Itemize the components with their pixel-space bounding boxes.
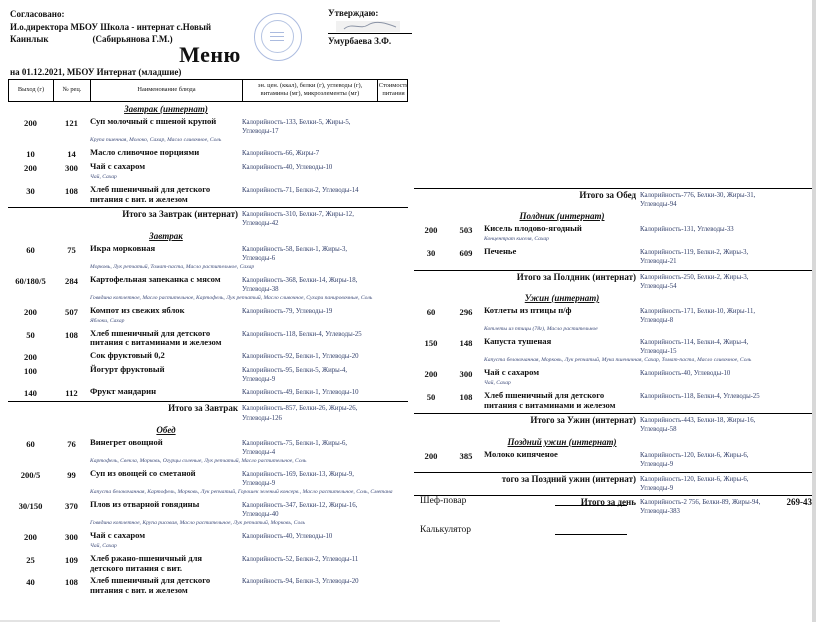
- dish-recipe-no: 370: [65, 501, 78, 512]
- dish-name: Чай с сахаром: [90, 161, 146, 172]
- dish-portion: 200: [24, 532, 37, 543]
- section-title: Ужин (интернат): [524, 292, 600, 303]
- dish-ingredients: Морковь, Лук репчатый, Томат-паста, Масло растительное, Сахар: [90, 263, 255, 270]
- section-title: Поздний ужин (интернат): [507, 436, 617, 447]
- total-nutrition: Калорийность-2 756, Белки-89, Жиры-94, Углеводы-383: [640, 499, 761, 516]
- total-cost: [774, 272, 812, 291]
- dish-name: Икра морковная: [90, 242, 156, 253]
- dish-recipe-no: 507: [65, 306, 78, 317]
- dish-cost: [377, 554, 408, 573]
- dish-nutrition: Калорийность-347, Белки-12, Жиры-16, Углеводы-40: [242, 502, 358, 519]
- dish-ingredients: Чай, Сахар: [484, 380, 511, 387]
- dish-nutrition: Калорийность-119, Белки-2, Жиры-3, Углеводы-21: [640, 249, 749, 266]
- table-header-name: Наименование блюда: [91, 80, 243, 101]
- total-row: [414, 413, 812, 434]
- page-title: Меню: [179, 42, 241, 67]
- total-label: того за Поздний ужин (интернат): [501, 473, 636, 484]
- dish-portion: 50: [426, 392, 436, 403]
- dish-portion: 200: [24, 163, 37, 174]
- dish-recipe-no: 108: [65, 329, 78, 340]
- dish-nutrition: Калорийность-71, Белки-2, Углеводы-14: [242, 187, 359, 194]
- dish-portion: 150: [424, 338, 438, 349]
- dish-row: [8, 500, 408, 528]
- dish-recipe-no: 503: [459, 225, 473, 236]
- dish-cost: [377, 329, 408, 348]
- calculator-signature-line: [555, 522, 627, 535]
- dish-recipe-no: 108: [65, 577, 78, 588]
- dish-name: Печенье: [484, 246, 517, 257]
- dish-ingredients: Чай, Сахар: [90, 543, 117, 550]
- dish-ingredients: Яблоки, Сахар: [90, 317, 125, 324]
- dish-ingredients: Говядина котлетное, Крупа рисовая, Масло растительное, Лук репчатый, Морковь, Соль: [90, 520, 306, 527]
- dish-row: [414, 247, 812, 266]
- dish-recipe-no: 300: [65, 163, 78, 174]
- dish-name: Йогурт фруктовый: [90, 364, 165, 375]
- dish-recipe-no: 121: [65, 118, 78, 128]
- dish-recipe-no: 300: [459, 369, 473, 380]
- dish-nutrition: Калорийность-368, Белки-14, Жиры-18, Углеводы-38: [242, 276, 358, 293]
- dish-recipe-no: 109: [65, 555, 78, 566]
- agreed-village: Каинлык: [10, 34, 49, 45]
- dish-nutrition: Калорийность-131, Углеводы-33: [640, 226, 734, 234]
- dish-nutrition: Калорийность-40, Углеводы-10: [242, 164, 333, 172]
- dish-ingredients: Котлеты из птицы (78г), Масло растительное: [484, 326, 598, 333]
- total-label: Итого за Обед: [579, 190, 636, 200]
- dish-row: [8, 531, 408, 551]
- dish-row: [414, 224, 812, 244]
- dish-portion: 60: [26, 438, 35, 449]
- dish-recipe-no: 148: [459, 338, 473, 349]
- dish-row: [8, 576, 408, 595]
- dish-row: [8, 554, 408, 573]
- dish-recipe-no: 296: [459, 306, 473, 317]
- dish-name: Плов из отварной говядины: [90, 499, 200, 510]
- dish-cost: [377, 387, 408, 398]
- dish-portion: 140: [24, 388, 37, 399]
- dish-portion: 200: [24, 352, 37, 363]
- dish-name: Суп из овощей со сметаной: [90, 467, 196, 478]
- dish-nutrition: Калорийность-94, Белки-3, Углеводы-20: [242, 578, 359, 586]
- dish-recipe-no: 108: [459, 392, 473, 403]
- dish-portion: 200: [424, 369, 438, 380]
- dish-ingredients: Капуста белокочанная, Морковь, Лук репчатый, Мука пшеничная, Сахар, Томат-паста, Масло сливочное, Соль: [484, 357, 752, 364]
- total-cost: [774, 474, 812, 493]
- total-label: Итого за Полдник (интернат): [516, 271, 636, 282]
- chef-signature-line: [555, 493, 627, 506]
- scan-edge-right: [812, 0, 816, 622]
- dish-portion: 200/5: [20, 469, 41, 480]
- approved-name: Умурбаева З.Ф.: [328, 36, 392, 46]
- total-row: [414, 188, 812, 209]
- signature-footer: [420, 486, 740, 544]
- dish-ingredients: Крупа пшенная, Молоко, Сахар, Масло сливочное, Соль: [90, 137, 222, 144]
- dish-portion: 60: [426, 306, 436, 317]
- dish-name: Масло сливочное порциями: [90, 147, 200, 158]
- dish-nutrition: Калорийность-118, Белки-4, Углеводы-25: [242, 330, 362, 338]
- dish-recipe-no: 385: [459, 450, 473, 461]
- dish-portion: 10: [26, 149, 35, 160]
- dish-portion: 200: [24, 118, 37, 128]
- dish-portion: 100: [24, 366, 37, 377]
- total-cost: 269-43: [786, 497, 812, 508]
- dish-recipe-no: 99: [67, 469, 76, 480]
- dish-name: Суп молочный с пшеной крупой: [90, 116, 217, 126]
- dish-recipe-no: 609: [459, 248, 473, 259]
- dish-name: Кисель плодово-ягодный: [484, 223, 582, 234]
- dish-cost: [377, 469, 408, 488]
- dish-row: [8, 244, 408, 272]
- total-row: [8, 401, 408, 422]
- chef-label: Шеф-повар: [420, 496, 467, 506]
- dish-cost: [774, 450, 812, 469]
- dish-name: Чай с сахаром: [484, 367, 540, 378]
- dish-recipe-no: 112: [65, 388, 78, 399]
- total-cost: [774, 415, 812, 434]
- dish-name: Компот из свежих яблок: [90, 304, 185, 315]
- dish-name: Хлеб пшеничный для детского питания с вит. и железом: [90, 184, 211, 204]
- total-cost: [774, 190, 812, 209]
- dish-cost: [377, 500, 408, 519]
- dish-name: Хлеб ржано-пшеничный для детского питания с вит.: [90, 553, 203, 573]
- total-row: [8, 207, 408, 228]
- total-label: Итого за день: [580, 497, 636, 508]
- dish-portion: 25: [26, 555, 35, 566]
- dish-nutrition: Калорийность-118, Белки-4, Углеводы-25: [640, 393, 760, 401]
- dish-ingredients: Чай, Сахар: [90, 174, 117, 181]
- dish-portion: 30/150: [18, 501, 43, 512]
- menu-date-subtitle: на 01.12.2021, МБОУ Интернат (младшие): [10, 67, 182, 77]
- dish-row: [8, 351, 408, 362]
- total-nutrition: Калорийность-443, Белки-18, Жиры-16, Углеводы-58: [640, 417, 756, 434]
- dish-portion: 200: [424, 450, 438, 461]
- dish-name: Хлеб пшеничный для детского питания с витаминами и железом: [90, 327, 222, 348]
- dish-cost: [774, 224, 812, 235]
- dish-portion: 60: [26, 244, 35, 255]
- dish-cost: [774, 368, 812, 379]
- calculator-label: Калькулятор: [420, 525, 472, 535]
- dish-row: [8, 275, 408, 303]
- dish-name: Хлеб пшеничный для детского питания с вит. и железом: [90, 575, 211, 595]
- dish-row: [414, 368, 812, 388]
- dish-nutrition: Калорийность-58, Белки-1, Жиры-3, Углеводы-6: [242, 245, 348, 262]
- section-title: Завтрак (интернат): [124, 104, 208, 114]
- section-title: Завтрак: [149, 230, 183, 241]
- dish-portion: 50: [26, 329, 35, 340]
- dish-recipe-no: [53, 365, 90, 384]
- dish-cost: [774, 337, 812, 356]
- dish-cost: [774, 247, 812, 266]
- dish-cost: [774, 306, 812, 325]
- dish-nutrition: Калорийность-79, Углеводы-19: [242, 307, 333, 315]
- total-row: [414, 270, 812, 291]
- total-nutrition: Калорийность-250, Белки-2, Жиры-3, Углеводы-54: [640, 273, 749, 290]
- table-header-cost: Стоимость питания: [378, 82, 409, 98]
- dish-recipe-no: 76: [67, 438, 76, 449]
- dish-nutrition: Калорийность-52, Белки-2, Углеводы-11: [242, 556, 359, 564]
- dish-name: Котлеты из птицы п/ф: [484, 304, 572, 315]
- section-title: Полдник (интернат): [519, 211, 605, 222]
- dish-recipe-no: [53, 351, 90, 362]
- chef-signature-row: [420, 486, 740, 506]
- dish-row: [8, 185, 408, 204]
- dish-cost: [377, 306, 408, 317]
- dish-cost: [377, 576, 408, 595]
- dish-nutrition: Калорийность-40, Углеводы-10: [640, 370, 731, 378]
- table-header-out: Выход (г): [9, 80, 54, 101]
- approved-block: [328, 8, 420, 46]
- dish-cost: [377, 365, 408, 384]
- dish-cost: [377, 351, 408, 362]
- total-nutrition: Калорийность-776, Белки-30, Жиры-31, Углеводы-94: [640, 192, 756, 209]
- dish-nutrition: Калорийность-75, Белки-1, Жиры-6, Углеводы-4: [242, 439, 348, 456]
- dish-nutrition: Калорийность-92, Белки-1, Углеводы-20: [242, 353, 359, 361]
- dish-row: [8, 117, 408, 145]
- dish-cost: [377, 275, 408, 294]
- dish-row: [414, 391, 812, 410]
- agreed-director-name: (Сабирьянова Г.М.): [92, 34, 173, 45]
- dish-nutrition: Калорийность-49, Белки-1, Углеводы-10: [242, 389, 359, 397]
- dish-nutrition: Калорийность-169, Белки-13, Жиры-9, Углеводы-9: [242, 470, 354, 488]
- dish-row: [8, 469, 408, 497]
- dish-nutrition: Калорийность-171, Белки-10, Жиры-11, Углеводы-8: [640, 307, 756, 325]
- dish-cost: [377, 148, 408, 159]
- table-header-nutrition: эн. цен. (ккал), белки (г), углеводы (г), витамины (мг), микроэлементы (мг): [243, 80, 378, 101]
- dish-row: [8, 387, 408, 398]
- dish-recipe-no: 284: [65, 275, 78, 286]
- table-header: [8, 79, 408, 102]
- dish-row: [414, 306, 812, 334]
- dish-name: Картофельная запеканка с мясом: [90, 273, 221, 284]
- dish-portion: 40: [26, 577, 35, 588]
- dish-cost: [377, 531, 408, 542]
- menu-column-right: [414, 186, 812, 519]
- dish-name: Чай с сахаром: [90, 530, 146, 541]
- dish-ingredients: Концентрат киселя, Сахар: [484, 236, 549, 243]
- dish-ingredients: Капуста белокочанная, Картофель, Морковь, Лук репчатый, Горошек зеленый консерв., Масло растительное, Соль, Сметана: [90, 489, 393, 496]
- dish-row: [8, 438, 408, 466]
- agreed-director-line: И.о.директора МБОУ Школа - интернат с.Новый: [10, 21, 212, 32]
- total-label: Итого за Завтрак (интернат): [122, 209, 238, 220]
- dish-cost: [377, 438, 408, 457]
- dish-name: Капуста тушеная: [484, 336, 552, 347]
- dish-recipe-no: 14: [67, 149, 76, 160]
- dish-row: [414, 450, 812, 469]
- dish-nutrition: Калорийность-66, Жиры-7: [242, 150, 320, 158]
- dish-portion: 30: [26, 186, 35, 196]
- dish-row: [8, 329, 408, 348]
- total-cost: [377, 403, 408, 422]
- menu-column-left: [8, 102, 408, 599]
- calculator-signature-row: [420, 515, 740, 535]
- dish-recipe-no: 300: [65, 532, 78, 543]
- section-title: Обед: [156, 424, 176, 435]
- total-label: Итого за Ужин (интернат): [530, 415, 636, 426]
- dish-cost: [377, 185, 408, 204]
- total-cost: [377, 209, 408, 228]
- dish-portion: 60/180/5: [15, 275, 46, 286]
- dish-row: [8, 162, 408, 182]
- dish-cost: [377, 162, 408, 173]
- dish-ingredients: Говядина котлетное, Масло растительное, Картофель, Лук репчатый, Масло сливочное, Сухари панировочные, Соль: [90, 295, 373, 302]
- dish-name: Молоко кипяченое: [484, 448, 558, 459]
- dish-nutrition: Калорийность-114, Белки-4, Жиры-4, Углеводы-15: [640, 339, 749, 356]
- agreed-label: Согласовано:: [10, 9, 65, 19]
- table-header-rec: № рец.: [54, 80, 91, 101]
- dish-nutrition: Калорийность-133, Белки-5, Жиры-5, Углеводы-17: [242, 119, 351, 136]
- dish-row: [8, 148, 408, 159]
- total-nutrition: Калорийность-120, Белки-6, Жиры-6, Углеводы-9: [640, 475, 749, 493]
- dish-row: [8, 365, 408, 384]
- dish-nutrition: Калорийность-95, Белки-5, Жиры-4, Углеводы-9: [242, 367, 348, 384]
- agreed-block: [10, 8, 280, 46]
- dish-cost: [774, 391, 812, 410]
- dish-nutrition: Калорийность-40, Углеводы-10: [242, 533, 333, 541]
- dish-portion: 200: [424, 225, 438, 236]
- dish-name: Фрукт мандарин: [90, 386, 157, 397]
- dish-recipe-no: 75: [67, 244, 76, 255]
- dish-ingredients: Картофель, Свекла, Морковь, Огурцы соленые, Лук репчатый, Масло растительное, Соль: [90, 458, 307, 465]
- dish-row: [8, 306, 408, 326]
- dish-cost: [377, 117, 408, 136]
- total-label: Итого за Завтрак: [168, 403, 238, 414]
- approved-label: Утверждаю:: [328, 8, 379, 18]
- dish-name: Сок фруктовый 0,2: [90, 350, 165, 361]
- dish-name: Хлеб пшеничный для детского питания с витаминами и железом: [484, 390, 616, 410]
- total-nutrition: Калорийность-310, Белки-7, Жиры-12, Углеводы-42: [242, 211, 354, 228]
- total-nutrition: Калорийность-857, Белки-26, Жиры-26, Углеводы-126: [242, 405, 358, 422]
- dish-portion: 200: [24, 306, 37, 317]
- dish-portion: 30: [426, 248, 436, 259]
- dish-nutrition: Калорийность-120, Белки-6, Жиры-6, Углеводы-9: [640, 451, 749, 468]
- dish-cost: [377, 244, 408, 263]
- dish-recipe-no: 108: [65, 186, 78, 196]
- dish-row: [414, 337, 812, 365]
- dish-name: Винегрет овощной: [90, 436, 163, 447]
- signature-icon: [328, 19, 412, 34]
